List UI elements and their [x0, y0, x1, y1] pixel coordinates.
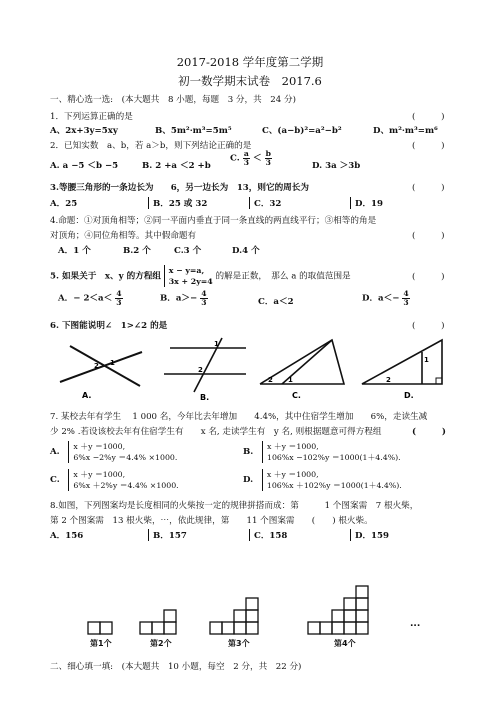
q8-option-c: C．158	[249, 529, 350, 541]
q6-figure-a	[60, 346, 142, 400]
q8-line2: 第 2 个图案需 13 根火柴，⋯，依此规律，第 11 个图案需 ( ) 根火柴。	[50, 516, 373, 526]
q8-fig3-label: 第3个	[228, 639, 250, 648]
matchstick-square	[140, 622, 152, 634]
q5-d-pre: D．a＜−	[362, 293, 400, 304]
q5-stem	[50, 265, 351, 287]
q2-option-b: B. 2 +a ＜2 +b	[142, 161, 211, 171]
q2-option-a: A. a −5 ＜b −5	[50, 161, 119, 171]
q7-a-system	[68, 441, 177, 463]
q2-c-frac-a	[243, 150, 250, 166]
matchstick-square	[246, 622, 258, 634]
q6-b-label: B.	[200, 393, 210, 402]
q2-paren: ( )	[412, 141, 445, 151]
q3-option-a: A．25	[50, 199, 78, 209]
q5-option-d	[362, 290, 410, 306]
q3-option-c: C．32	[249, 197, 350, 209]
q4-option-c: C.3 个	[174, 246, 202, 256]
matchstick-square	[320, 622, 332, 634]
q5-option-b	[160, 290, 208, 306]
q6-figure-d	[362, 340, 442, 400]
q5-a-num: 4	[116, 289, 122, 298]
q4-option-b: B.2 个	[123, 246, 151, 256]
q7-line2: 少 2% .若设该校去年有住宿学生有 x 名, 走读学生有 y 名, 则根据题意可得方程组	[50, 427, 382, 437]
q5-option-c: C．a＜2	[258, 297, 294, 307]
q7-option-d	[243, 469, 402, 491]
q2-c-lt: ＜	[252, 153, 262, 164]
matchstick-square	[356, 610, 368, 622]
q7-option-c	[50, 469, 179, 491]
section2-heading: 二、细心填一填: (本大题共 10 小题，每空 2 分，共 22 分)	[50, 662, 302, 672]
q7-b-label: B.	[243, 447, 254, 457]
q6-stem: 6. 下图能说明∠ 1>∠2 的是	[50, 321, 168, 331]
q7-d-system	[262, 469, 402, 491]
matchstick-square	[234, 610, 246, 622]
q6-figures	[50, 332, 450, 408]
q3-options	[50, 197, 435, 209]
q2-c-frac-b	[265, 150, 272, 166]
q3-paren: ( )	[412, 183, 445, 193]
q6-b-angle1: 1	[214, 340, 219, 348]
matchstick-square	[210, 622, 222, 634]
q6-a-angle1: 1	[110, 359, 115, 367]
q1-stem: 1．下列运算正确的是	[50, 112, 133, 122]
q7-d-eq1: x ＋y ＝1000,	[266, 470, 319, 479]
matchstick-square	[100, 622, 112, 634]
matchstick-square	[164, 610, 176, 622]
q8-fig2-label: 第2个	[150, 639, 172, 648]
q1-option-b: B、5m²·m³=5m⁵	[155, 126, 232, 136]
q2-c-den2: 3	[265, 157, 271, 167]
q7-a-eq1: x ＋y ＝1000,	[73, 442, 126, 451]
matchstick-square	[356, 586, 368, 598]
q4-paren: ( )	[412, 231, 445, 241]
q8-ellipsis: ...	[410, 619, 421, 629]
q5-d-num: 4	[403, 289, 409, 298]
q3-stem: 3.等腰三角形的一条边长为 6，另一边长为 13，则它的周长为	[50, 183, 309, 193]
q5-paren: ( )	[412, 272, 445, 282]
q8-fig1-label: 第1个	[90, 639, 112, 648]
q7-c-eq1: x ＋y ＝1000,	[73, 470, 126, 479]
q7-c-label: C.	[50, 475, 60, 485]
matchstick-square	[344, 622, 356, 634]
q7-c-system	[68, 469, 178, 491]
q8-staircase-patterns	[88, 586, 368, 634]
q5-d-frac	[402, 290, 409, 306]
exam-title-line2: 初一数学期末试卷 2017.6	[178, 74, 322, 88]
matchstick-square	[344, 598, 356, 610]
matchstick-square	[356, 598, 368, 610]
matchstick-square	[164, 622, 176, 634]
matchstick-square	[222, 622, 234, 634]
q5-system	[164, 265, 213, 287]
q5-b-pre: B．a＞−	[160, 293, 198, 304]
q8-figures	[80, 540, 430, 650]
q4-line2: 对顶角；④同位角相等。其中假命题有	[50, 231, 197, 241]
q7-a-label: A.	[50, 447, 60, 457]
matchstick-square	[246, 610, 258, 622]
q7-d-eq2: 106%x ＋102%y ＝1000(1＋4.4%).	[266, 481, 402, 490]
q7-option-b	[243, 441, 401, 463]
q2-option-c	[230, 150, 272, 166]
q5-b-num: 4	[201, 289, 207, 298]
exam-title-line1: 2017-2018 学年度第二学期	[176, 55, 324, 69]
q6-figure-b	[164, 338, 246, 402]
q4-option-d: D.4 个	[232, 246, 260, 256]
q5-b-den: 3	[201, 297, 207, 307]
q5-eq2: 3x + 2y=4	[168, 277, 213, 286]
q7-c-eq2: 6%x ＋2%y ＝4.4% ×1000.	[73, 481, 179, 490]
q8-line1: 8.如图，下列图案均是长度相同的火柴按一定的规律拼搭而成：第 1 个图案需 7 根火柴，	[50, 501, 419, 511]
q2-c-num1: a	[243, 149, 249, 158]
matchstick-square	[332, 622, 344, 634]
q6-d-angle2: 2	[386, 376, 391, 384]
q1-option-a: A、2x+3y=5xy	[50, 126, 118, 136]
q5-option-a	[58, 290, 123, 306]
q2-c-den1: 3	[243, 157, 249, 167]
matchstick-square	[234, 622, 246, 634]
q5-stem-b: 的解是正数， 那么 a 的取值范围是	[215, 271, 351, 282]
q8-option-a: A．156	[50, 531, 84, 541]
q5-a-frac	[115, 290, 122, 306]
q7-line1: 7. 某校去年有学生 1 000 名，今年比去年增加 4.4%，其中住宿学生增加 6%，走读生减	[50, 412, 428, 422]
q8-option-b: B．157	[148, 529, 249, 541]
q5-d-den: 3	[403, 297, 409, 307]
q7-a-eq2: 6%x −2%y ＝4.4% ×1000.	[73, 453, 178, 462]
q8-option-d: D．159	[350, 529, 435, 541]
q7-option-a	[50, 441, 177, 463]
q3-option-b: B．25 或 32	[148, 197, 249, 209]
section1-heading: 一、精心选一选: (本大题共 8 小题，每题 3 分，共 24 分)	[50, 95, 296, 105]
matchstick-square	[152, 622, 164, 634]
matchstick-square	[332, 610, 344, 622]
q5-a-pre: A．− 2＜a＜	[58, 293, 113, 304]
q7-b-eq2: 106%x −102%y ＝1000(1＋4.4%).	[267, 453, 401, 462]
q6-d-label: D.	[404, 391, 414, 400]
q1-option-c: C、(a−b)²=a²−b²	[262, 126, 342, 136]
q6-b-angle2: 2	[198, 366, 203, 374]
q6-c-angle1: 1	[288, 376, 293, 384]
q6-paren: ( )	[412, 321, 445, 331]
matchstick-square	[308, 622, 320, 634]
q8-fig4-label: 第4个	[334, 639, 356, 648]
q1-paren: ( )	[412, 112, 445, 122]
q2-c-label: C.	[230, 153, 240, 164]
q5-stem-a: 5. 如果关于 x、y 的方程组	[50, 271, 162, 282]
q6-c-label: C.	[292, 391, 301, 400]
q5-eq1: x − y=a,	[168, 266, 205, 275]
q2-stem: 2．已知实数 a、b，若 a＞b，则下列结论正确的是	[50, 141, 252, 151]
q2-option-d: D. 3a ＞3b	[312, 161, 361, 171]
q3-option-d: D．19	[350, 197, 435, 209]
matchstick-square	[356, 622, 368, 634]
q6-c-angle2: 2	[268, 376, 273, 384]
q5-b-frac	[200, 290, 207, 306]
q6-d-angle1: 1	[424, 356, 429, 364]
q6-figure-c	[260, 340, 344, 400]
q2-c-num2: b	[265, 149, 271, 158]
q4-option-a: A．1 个	[58, 246, 91, 256]
q6-a-label: A.	[82, 391, 92, 400]
q1-option-d: D、m²·m³=m⁶	[373, 126, 438, 136]
q6-a-angle2: 2	[94, 362, 99, 370]
q4-line1: 4.命题：①对顶角相等；②同一平面内垂直于同一条直线的两直线平行；③相等的角是	[50, 216, 377, 226]
matchstick-square	[88, 622, 100, 634]
q7-b-eq1: x ＋y ＝1000,	[267, 442, 319, 451]
matchstick-square	[344, 610, 356, 622]
matchstick-square	[246, 598, 258, 610]
q7-d-label: D.	[243, 475, 254, 485]
q5-a-den: 3	[116, 297, 122, 307]
q7-paren: ( )	[412, 427, 446, 437]
q7-b-system	[262, 441, 401, 463]
